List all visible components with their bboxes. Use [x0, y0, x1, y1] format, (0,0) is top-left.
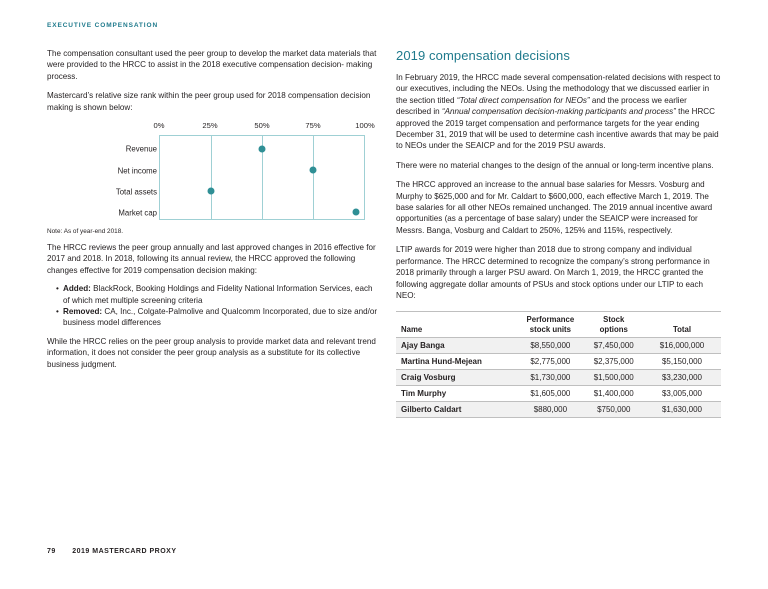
cell-total-1: $5,150,000 [643, 353, 721, 369]
cell-options-0: $7,450,000 [585, 337, 644, 353]
chart-x-axis-labels [47, 121, 380, 133]
cell-total-4: $1,630,000 [643, 401, 721, 417]
left-paragraph-1: The compensation consultant used the peer group to develop the market data materials that were provided to the HRCC to assist in the 2018 executive compensation decision- making process. [47, 49, 377, 81]
right-paragraph-4: LTIP awards for 2019 were higher than 2018 due to strong company and individual performance. The HRCC determined to recognize the company’s strong performance in 2018 primarily through a larger PSU award. On March 1, 2019, the HRCC granted the following aggregate dollar amounts of PSUs and stock options under our LTIP to each NEO: [396, 245, 710, 300]
ltip-awards-table [396, 311, 721, 417]
list-item [56, 306, 380, 329]
chart-category-net-income: Net income [117, 166, 157, 176]
cell-options-3: $1,400,000 [585, 385, 644, 401]
cell-name-3: Tim Murphy [396, 385, 516, 401]
bullet-lead-removed: Removed: [63, 307, 103, 317]
cell-total-2: $3,230,000 [643, 369, 721, 385]
bullet-text-removed: CA, Inc., Colgate-Palmolive and Qualcomm Incorporated, due to size and/or business model differences [63, 307, 378, 328]
left-paragraph-3: The HRCC reviews the peer group annually and last approved changes in 2016 effective for 2017 and 2018. In 2018, following its annual review, the HRCC approved the following changes effective for 2019 compensation decision making: [47, 243, 376, 275]
data-point-revenue [259, 146, 266, 153]
chart-note: Note: As of year-end 2018. [47, 228, 124, 236]
right-column [396, 48, 721, 418]
right-paragraph-2: There were no material changes to the design of the annual or long-term incentive plans. [396, 160, 714, 170]
x-tick-100: 100% [355, 121, 375, 131]
left-column [47, 48, 380, 378]
rp1-part-c: the HRCC approved the 2019 target compensation and performance targets for the year ending December 31, 2019 that will be used to determine cash incentive awards that may be paid to NEOs under the SEAICP and for the 2019 PSU awards. [396, 107, 719, 151]
list-item [56, 283, 380, 306]
peer-group-changes-list [47, 283, 380, 329]
left-paragraph-2: Mastercard’s relative size rank within the peer group used for 2018 compensation decision making is shown below: [47, 91, 371, 112]
data-point-net-income [310, 167, 317, 174]
chart-plot-area [159, 135, 365, 220]
x-tick-25: 25% [202, 121, 218, 131]
right-paragraph-3: The HRCC approved an increase to the annual base salaries for Messrs. Vosburg and Murphy to $625,000 and for Mr. Caldart to $600,000, each effective March 1, 2019. The base salaries for all other NEOs remained unchanged. The 2019 annual incentive award opportunities (as a percentage of base salary) under the SEAICP were increased for Messrs. Banga, Vosburg and Caldart to 250%, 125% and 115%, respectively. [396, 180, 713, 235]
footer-document-title: 2019 MASTERCARD PROXY [72, 548, 177, 555]
cell-name-0: Ajay Banga [396, 337, 516, 353]
table-row [396, 337, 721, 353]
rp1-part-a: In February 2019, the HRCC made several compensation-related decisions with respect to our executives, including the NEOs. Using the methodology that we discussed earlier in the section titled [396, 73, 721, 105]
cell-options-2: $1,500,000 [585, 369, 644, 385]
column-header-options: Stock options [585, 312, 644, 337]
cell-name-2: Craig Vosburg [396, 369, 516, 385]
x-tick-0: 0% [153, 121, 165, 131]
cell-total-3: $3,005,000 [643, 385, 721, 401]
section-heading: 2019 compensation decisions [396, 48, 570, 63]
right-paragraph-1 [396, 72, 721, 152]
table-row [396, 369, 721, 385]
cell-options-1: $2,375,000 [585, 353, 644, 369]
gridline-25 [211, 136, 212, 219]
cell-name-1: Martina Hund-Mejean [396, 353, 516, 369]
cell-psu-4: $880,000 [516, 401, 584, 417]
size-rank-dot-chart [47, 121, 380, 226]
cell-psu-3: $1,605,000 [516, 385, 584, 401]
page-number: 79 [47, 548, 56, 555]
table-row [396, 385, 721, 401]
rp1-part-b: and the process we earlier described in [396, 95, 687, 117]
rp1-italic-2: “Annual compensation decision-making participants and process” [441, 107, 676, 117]
running-head: EXECUTIVE COMPENSATION [47, 22, 159, 29]
cell-total-0: $16,000,000 [643, 337, 721, 353]
chart-category-total-assets: Total assets [115, 187, 157, 197]
cell-psu-1: $2,775,000 [516, 353, 584, 369]
chart-category-revenue: Revenue [125, 144, 157, 154]
table-row [396, 353, 721, 369]
bullet-text-added: BlackRock, Booking Holdings and Fidelity National Information Services, each of which met multiple screening criteria [63, 284, 373, 305]
cell-psu-0: $8,550,000 [516, 337, 584, 353]
data-point-total-assets [208, 187, 215, 194]
x-tick-75: 75% [305, 121, 321, 131]
gridline-75 [313, 136, 314, 219]
x-tick-50: 50% [254, 121, 270, 131]
page-footer [47, 548, 177, 555]
cell-name-4: Gilberto Caldart [396, 401, 516, 417]
column-header-total: Total [643, 312, 721, 337]
data-point-market-cap [352, 208, 359, 215]
rp1-italic-1: “Total direct compensation for NEOs” [456, 95, 590, 105]
cell-options-4: $750,000 [585, 401, 644, 417]
column-header-psu: Performance stock units [516, 312, 584, 337]
table-header-row [396, 312, 721, 337]
column-header-name: Name [396, 312, 516, 337]
cell-psu-2: $1,730,000 [516, 369, 584, 385]
chart-category-market-cap: Market cap [118, 208, 157, 218]
bullet-lead-added: Added: [63, 284, 91, 294]
left-paragraph-4: While the HRCC relies on the peer group analysis to provide market data and relevant trend information, it does not consider the peer group analysis as a substitute for its collective business judgment. [47, 336, 376, 369]
table-row [396, 401, 721, 417]
